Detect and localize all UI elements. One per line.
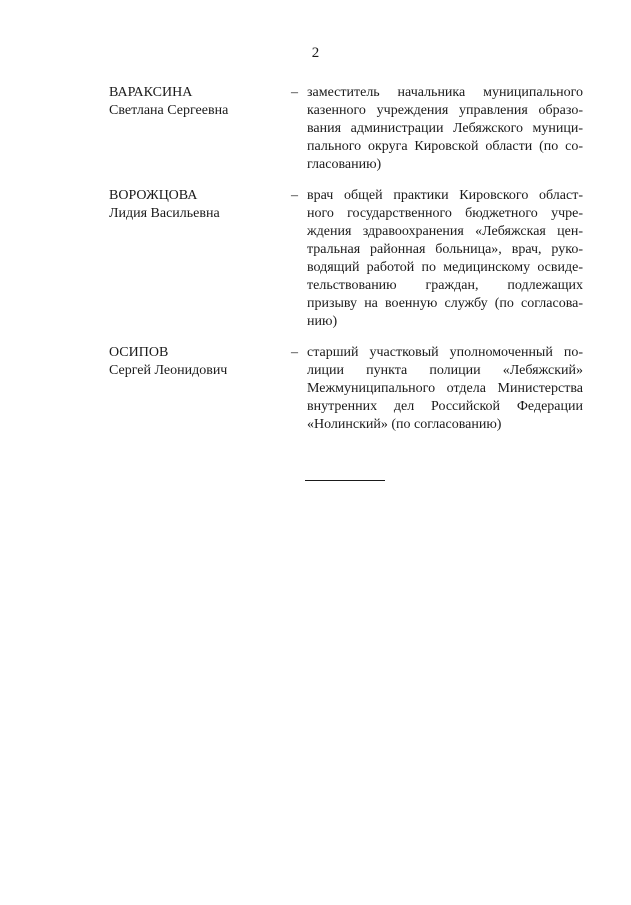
role-line: Межмуниципального отдела Министерства xyxy=(307,381,583,396)
dash-separator: – xyxy=(291,85,298,100)
role-line: ного государственного бюджетного учре- xyxy=(307,206,583,221)
dash-separator: – xyxy=(291,345,298,360)
member-surname: ВАРАКСИНА xyxy=(109,85,193,100)
role-line: заместитель начальника муниципального xyxy=(307,85,583,100)
closing-rule xyxy=(305,480,385,481)
role-line: внутренних дел Российской Федерации xyxy=(307,399,583,414)
role-line: ждения здравоохранения «Лебяжская цен- xyxy=(307,224,583,239)
member-surname: ОСИПОВ xyxy=(109,345,169,360)
member-surname: ВОРОЖЦОВА xyxy=(109,188,198,203)
member-given-names: Светлана Сергеевна xyxy=(109,103,229,118)
member-name xyxy=(109,84,279,120)
member-name xyxy=(109,187,279,223)
member-role xyxy=(307,84,583,174)
role-line: гласованию) xyxy=(307,157,382,172)
dash-separator: – xyxy=(291,188,298,203)
role-line: тельствованию граждан, подлежащих xyxy=(307,278,583,293)
role-line: врач общей практики Кировского област- xyxy=(307,188,583,203)
role-line: «Нолинский» (по согласованию) xyxy=(307,417,502,432)
member-role xyxy=(307,187,583,331)
role-line: лиции пункта полиции «Лебяжский» xyxy=(307,363,583,378)
role-line: нию) xyxy=(307,314,338,329)
role-line: тральная районная больница», врач, руко- xyxy=(307,242,583,257)
role-line: старший участковый уполномоченный по- xyxy=(307,345,583,360)
role-line: вания администрации Лебяжского муници- xyxy=(307,121,583,136)
role-line: пального округа Кировской области (по со- xyxy=(307,139,583,154)
member-given-names: Лидия Васильевна xyxy=(109,206,220,221)
member-given-names: Сергей Леонидович xyxy=(109,363,228,378)
role-line: казенного учреждения управления образо- xyxy=(307,103,583,118)
role-line: призыву на военную службу (по согласова- xyxy=(307,296,583,311)
page-number: 2 xyxy=(311,45,320,61)
role-line: водящий работой по медицинскому освиде- xyxy=(307,260,583,275)
member-role xyxy=(307,344,583,434)
member-name xyxy=(109,344,279,380)
